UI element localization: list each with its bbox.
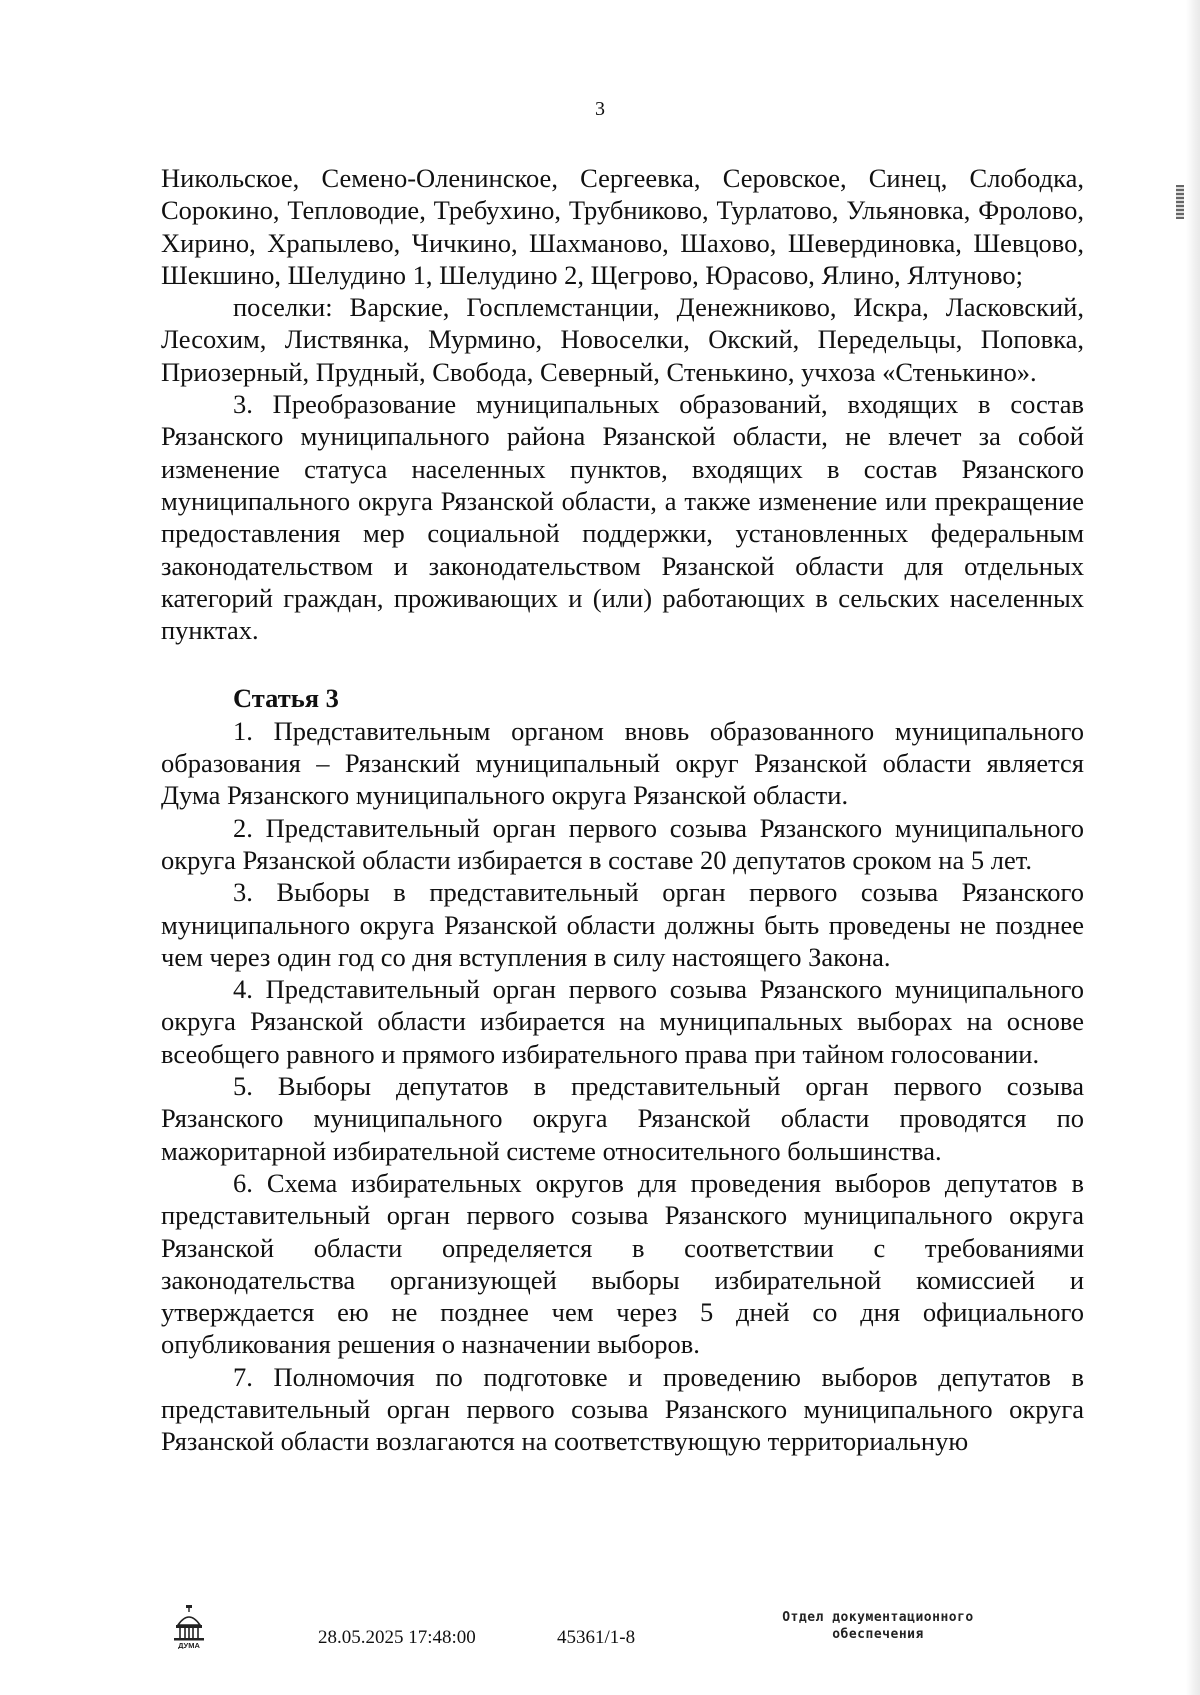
paragraph: 6. Схема избирательных округов для проведения выборов депутатов в представительный орган первого созыва Рязанского муниципального округа Рязанской области определяется в соответствии с требованиями законодательства организующей выборы избирательной комиссией и утверждается ею не позднее чем через 5 дней со дня официального опубликования решения о назначении выборов. bbox=[161, 1167, 1084, 1360]
document-body bbox=[161, 162, 1084, 1458]
page-number: 3 bbox=[595, 98, 605, 120]
footer-doc-number: 45361/1-8 bbox=[557, 1627, 636, 1648]
paragraph: 3. Выборы в представительный орган первого созыва Рязанского муниципального округа Рязанской области должны быть проведены не позднее чем через один год со дня вступления в силу настоящего Закона. bbox=[161, 877, 1084, 972]
paragraph: поселки: Варские, Госплемстанции, Денежниково, Искра, Ласковский, Лесохим, Листвянка, Мурмино, Новоселки, Окский, Передельцы, Поповка, Приозерный, Прудный, Свобода, Северный, Стенькино, учхоза «Стенькино». bbox=[161, 292, 1084, 387]
paragraph: 4. Представительный орган первого созыва Рязанского муниципального округа Рязанской области избирается на муниципальных выборах на основе всеобщего равного и прямого избирательного права при тайном голосовании. bbox=[161, 974, 1084, 1069]
logo-text: ДУМА bbox=[178, 1641, 200, 1649]
scan-edge-shadow bbox=[1186, 0, 1200, 1695]
paragraph-gap bbox=[161, 646, 1084, 682]
footer-datetime: 28.05.2025 17:48:00 bbox=[318, 1627, 476, 1648]
article-heading: Статья 3 bbox=[233, 683, 339, 714]
paragraph: 5. Выборы депутатов в представительный орган первого созыва Рязанского муниципального округа Рязанской области проводятся по мажоритарной избирательной системе относительного большинства. bbox=[161, 1071, 1084, 1166]
paragraph: Никольское, Семено-Оленинское, Сергеевка, Серовское, Синец, Слободка, Сорокино, Тепловодие, Требухино, Трубниково, Турлатово, Ульяновка, Фролово, Хирино, Храпылево, Чичкино, Шахманово, Шахово, Шевердиновка, Шевцово, Шекшино, Шелудино 1, Шелудино 2, Щегрово, Юрасово, Ялино, Ялтуново; bbox=[161, 163, 1084, 290]
paragraph: 7. Полномочия по подготовке и проведению выборов депутатов в представительный орган первого созыва Рязанского муниципального округа Рязанской области возлагаются на соответствующую территориальную bbox=[161, 1361, 1084, 1457]
stamp-line-1: Отдел документационного bbox=[782, 1610, 974, 1625]
stamp-line-2: обеспечения bbox=[832, 1627, 924, 1642]
paragraph: 2. Представительный орган первого созыва Рязанского муниципального округа Рязанской области избирается в составе 20 депутатов сроком на 5 лет. bbox=[161, 812, 1084, 875]
duma-logo-icon bbox=[172, 1603, 206, 1649]
paragraph: 3. Преобразование муниципальных образований, входящих в состав Рязанского муниципального района Рязанской области, не влечет за собой изменение статуса населенных пунктов, входящих в состав Рязанского муниципального округа Рязанской области, а также изменение или прекращение предоставления мер социальной поддержки, установленных федеральным законодательством и законодательством Рязанской области для отдельных категорий граждан, проживающих и (или) работающих в сельских населенных пунктах. bbox=[161, 389, 1084, 646]
department-stamp bbox=[728, 1609, 1028, 1643]
scan-edge-mark bbox=[1176, 185, 1184, 219]
paragraph: 1. Представительным органом вновь образованного муниципального образования – Рязанский муниципальный округ Рязанской области является Дума Рязанского муниципального округа Рязанской области. bbox=[161, 715, 1084, 811]
